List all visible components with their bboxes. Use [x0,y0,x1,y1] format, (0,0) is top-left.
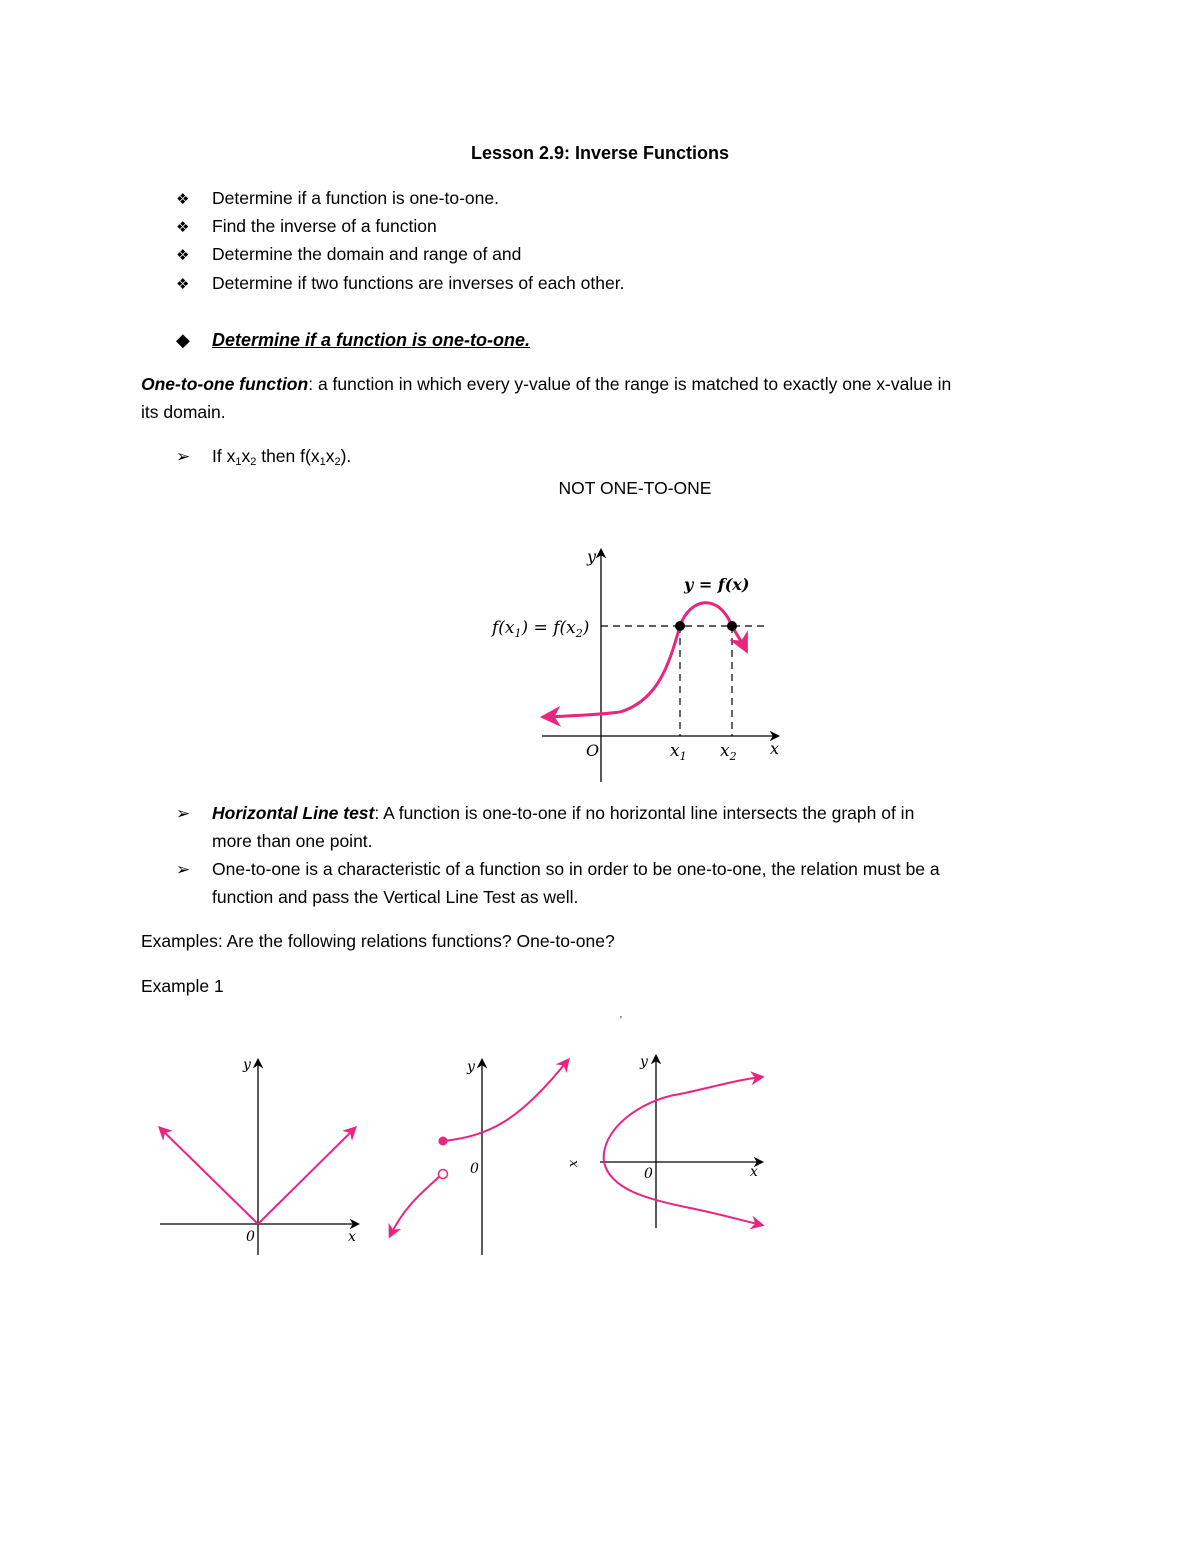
objective-item: ❖ Find the inverse of a function [176,216,437,236]
left-branch [160,1128,258,1224]
characteristic-line-2: function and pass the Vertical Line Test as well. [212,887,579,907]
example-graph-piecewise [380,1050,580,1265]
section-heading: ◆ Determine if a function is one-to-one. [176,330,531,350]
horizontal-line-test-line-2: more than one point. [212,831,373,851]
definition-line-1: One-to-one function: a function in which every y-value of the range is matched to exactly one x-value in [141,374,952,394]
x-axis-label: x [348,1229,356,1245]
example-graph-absolute-value [150,1050,370,1265]
arrow-bullet-icon: ➢ [176,860,191,879]
lower-branch [604,1162,762,1225]
origin-label: 0 [644,1166,653,1182]
diamond-bullet-icon: ❖ [176,247,190,264]
arrow-bullet-icon: ➢ [176,804,191,823]
y-axis-label: y [640,1054,648,1070]
open-dot [439,1170,448,1179]
characteristic-line-1: ➢ One-to-one is a characteristic of a function so in order to be one-to-one, the relation must be a [176,859,940,879]
point-x1 [675,621,685,631]
not-one-to-one-label: NOT ONE-TO-ONE [558,478,712,498]
upper-branch [443,1060,568,1141]
rotated-x-label: x [566,1160,581,1168]
definition-line-2: its domain. [141,402,226,422]
objective-item: ❖ Determine the domain and range of and [176,244,522,264]
origin-label: 0 [246,1229,255,1245]
equality-label: $f(x_1) = f(x_2)$ [492,618,590,640]
x1-label: $x_1$ [670,741,687,763]
diamond-bullet-icon: ❖ [176,219,190,236]
function-curve [620,603,746,712]
lower-branch [390,1176,440,1236]
stray-mark: ' [620,1015,622,1026]
objective-item: ❖ Determine if two functions are inverses of each other. [176,273,625,293]
point-x2 [727,621,737,631]
objective-item: ❖ Determine if a function is one-to-one. [176,188,499,208]
origin-label: O [586,741,600,760]
upper-branch [604,1077,762,1162]
examples-prompt: Examples: Are the following relations functions? One-to-one? [141,931,615,951]
closed-dot [439,1137,448,1146]
right-branch [258,1128,355,1224]
horizontal-line-test-line-1: ➢ Horizontal Line test: A function is one-to-one if no horizontal line intersects the graph of in [176,803,915,823]
x2-label: $x_2$ [720,741,737,763]
y-axis-label: y [467,1059,475,1075]
y-axis-label: y [243,1057,251,1073]
curve-left [544,712,620,717]
diamond-bullet-icon: ❖ [176,276,190,293]
example-1-label: Example 1 [141,976,224,996]
y-axis-label: y [587,547,597,566]
arrow-bullet-icon: ➢ [176,447,191,466]
condition-statement: ➢ If $x_1x_2$ then $f(x_1x_2)$. [176,446,352,468]
x-axis-label: x [750,1164,758,1180]
origin-label: 0 [470,1161,479,1177]
not-one-to-one-graph [480,540,790,790]
x-axis-label: x [770,739,780,758]
example-graph-sideways-parabola [560,1050,775,1235]
diamond-bullet-icon: ❖ [176,191,190,208]
curve-label: y = f(x) [684,575,750,594]
page-title: Lesson 2.9: Inverse Functions [470,143,730,163]
diamond-bullet-icon: ◆ [176,330,190,350]
